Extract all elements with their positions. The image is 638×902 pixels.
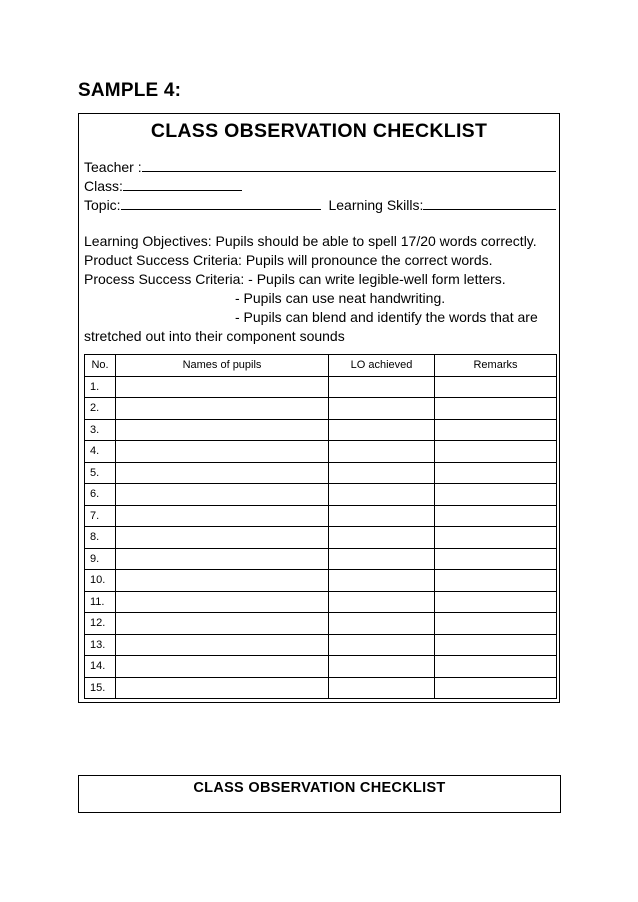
- second-form-title: CLASS OBSERVATION CHECKLIST: [193, 780, 446, 796]
- table-row: [85, 527, 557, 549]
- table-row: [85, 376, 557, 398]
- topic-blank[interactable]: [121, 196, 321, 210]
- table-row: [85, 613, 557, 635]
- class-row: [84, 177, 242, 195]
- remarks-cell[interactable]: [435, 441, 557, 463]
- lo-achieved-cell[interactable]: [329, 484, 435, 506]
- row-number: 1.: [85, 376, 116, 398]
- lo-achieved-cell[interactable]: [329, 677, 435, 699]
- lo-achieved-cell[interactable]: [329, 634, 435, 656]
- lo-achieved-cell[interactable]: [329, 591, 435, 613]
- column-header-no: No.: [85, 355, 116, 377]
- remarks-cell[interactable]: [435, 398, 557, 420]
- column-header-lo-achieved: LO achieved: [329, 355, 435, 377]
- pupil-name-cell[interactable]: [116, 677, 329, 699]
- remarks-cell[interactable]: [435, 570, 557, 592]
- pupil-name-cell[interactable]: [116, 484, 329, 506]
- pupil-name-cell[interactable]: [116, 656, 329, 678]
- pupil-name-cell[interactable]: [116, 441, 329, 463]
- lo-achieved-cell[interactable]: [329, 441, 435, 463]
- remarks-cell[interactable]: [435, 656, 557, 678]
- observation-checklist-form: [78, 113, 560, 703]
- pupil-name-cell[interactable]: [116, 591, 329, 613]
- lo-achieved-cell[interactable]: [329, 398, 435, 420]
- topic-label: Topic:: [84, 197, 121, 213]
- row-number: 5.: [85, 462, 116, 484]
- column-header-names: Names of pupils: [116, 355, 329, 377]
- lo-achieved-cell[interactable]: [329, 505, 435, 527]
- remarks-cell[interactable]: [435, 634, 557, 656]
- row-number: 8.: [85, 527, 116, 549]
- process-success-criteria: Process Success Criteria: - Pupils can write legible-well form letters.: [84, 271, 506, 287]
- row-number: 4.: [85, 441, 116, 463]
- table-row: [85, 634, 557, 656]
- table-row: [85, 591, 557, 613]
- remarks-cell[interactable]: [435, 419, 557, 441]
- pupil-name-cell[interactable]: [116, 505, 329, 527]
- table-row: [85, 570, 557, 592]
- row-number: 2.: [85, 398, 116, 420]
- pupil-name-cell[interactable]: [116, 419, 329, 441]
- row-number: 15.: [85, 677, 116, 699]
- row-number: 7.: [85, 505, 116, 527]
- pupil-name-cell[interactable]: [116, 613, 329, 635]
- remarks-cell[interactable]: [435, 677, 557, 699]
- row-number: 12.: [85, 613, 116, 635]
- remarks-cell[interactable]: [435, 548, 557, 570]
- pupil-name-cell[interactable]: [116, 398, 329, 420]
- table-row: [85, 419, 557, 441]
- table-row: [85, 441, 557, 463]
- learning-skills-label: Learning Skills:: [328, 197, 424, 213]
- lo-achieved-cell[interactable]: [329, 570, 435, 592]
- row-number: 9.: [85, 548, 116, 570]
- lo-achieved-cell[interactable]: [329, 613, 435, 635]
- pupil-checklist-table: [84, 354, 557, 699]
- process-criteria-continuation: stretched out into their component sounds: [84, 328, 345, 344]
- table-row: [85, 656, 557, 678]
- table-row: [85, 677, 557, 699]
- pupil-name-cell[interactable]: [116, 548, 329, 570]
- row-number: 6.: [85, 484, 116, 506]
- table-row: [85, 548, 557, 570]
- table-row: [85, 462, 557, 484]
- row-number: 14.: [85, 656, 116, 678]
- row-number: 10.: [85, 570, 116, 592]
- process-criteria-item: - Pupils can blend and identify the words that are: [235, 309, 538, 325]
- teacher-label: Teacher :: [84, 159, 142, 175]
- class-label: Class:: [84, 178, 123, 194]
- table-row: [85, 398, 557, 420]
- pupil-name-cell[interactable]: [116, 527, 329, 549]
- remarks-cell[interactable]: [435, 591, 557, 613]
- table-row: [85, 505, 557, 527]
- learning-skills-blank[interactable]: [423, 196, 556, 210]
- table-header-row: [85, 355, 557, 377]
- lo-achieved-cell[interactable]: [329, 527, 435, 549]
- pupil-name-cell[interactable]: [116, 634, 329, 656]
- row-number: 13.: [85, 634, 116, 656]
- column-header-remarks: Remarks: [435, 355, 557, 377]
- remarks-cell[interactable]: [435, 484, 557, 506]
- second-checklist-form: [78, 775, 561, 813]
- class-blank[interactable]: [123, 177, 242, 191]
- row-number: 11.: [85, 591, 116, 613]
- row-number: 3.: [85, 419, 116, 441]
- pupil-name-cell[interactable]: [116, 376, 329, 398]
- remarks-cell[interactable]: [435, 527, 557, 549]
- lo-achieved-cell[interactable]: [329, 419, 435, 441]
- sample-title: SAMPLE 4:: [78, 80, 182, 101]
- teacher-row: [84, 158, 556, 176]
- remarks-cell[interactable]: [435, 376, 557, 398]
- pupil-name-cell[interactable]: [116, 570, 329, 592]
- teacher-blank[interactable]: [142, 158, 556, 172]
- lo-achieved-cell[interactable]: [329, 548, 435, 570]
- topic-row: [84, 196, 556, 214]
- remarks-cell[interactable]: [435, 613, 557, 635]
- remarks-cell[interactable]: [435, 505, 557, 527]
- lo-achieved-cell[interactable]: [329, 656, 435, 678]
- table-row: [85, 484, 557, 506]
- remarks-cell[interactable]: [435, 462, 557, 484]
- product-success-criteria: Product Success Criteria: Pupils will pronounce the correct words.: [84, 252, 493, 268]
- lo-achieved-cell[interactable]: [329, 376, 435, 398]
- lo-achieved-cell[interactable]: [329, 462, 435, 484]
- learning-objectives: Learning Objectives: Pupils should be able to spell 17/20 words correctly.: [84, 233, 537, 249]
- pupil-name-cell[interactable]: [116, 462, 329, 484]
- form-title: CLASS OBSERVATION CHECKLIST: [150, 120, 488, 142]
- process-criteria-item: - Pupils can use neat handwriting.: [235, 290, 446, 306]
